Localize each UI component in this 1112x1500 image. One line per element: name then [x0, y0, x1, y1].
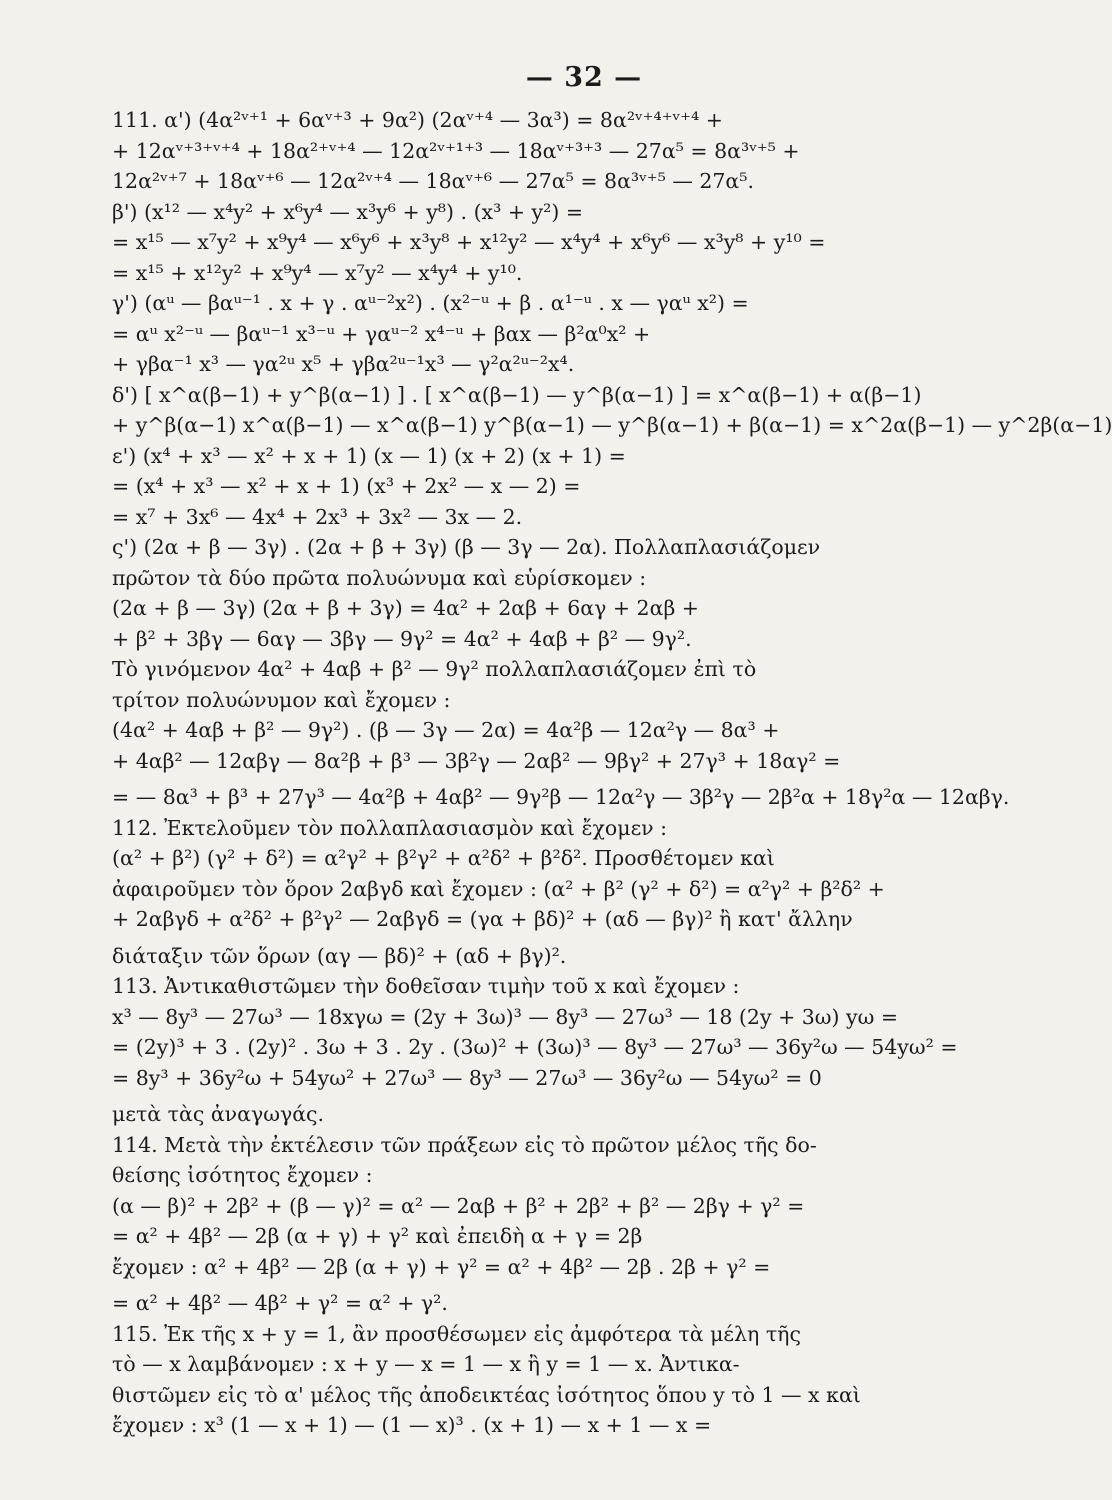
text-line: διάταξιν τῶν ὅρων (αγ — βδ)² + (αδ + βγ)². [112, 943, 567, 968]
text-line: Τὸ γινόμενον 4α² + 4αβ + β² — 9γ² πολλαπλασιάζομεν ἐπὶ τὸ [112, 657, 757, 681]
text-line: (α — β)² + 2β² + (β — γ)² = α² — 2αβ + β² + 2β² + β² — 2βγ + γ² = [112, 1193, 805, 1218]
text-line: = (x⁴ + x³ — x² + x + 1) (x³ + 2x² — x — 2) = [112, 474, 581, 498]
text-line: γ') (αᵘ — βαᵘ⁻¹ . x + γ . αᵘ⁻²x²) . (x²⁻ᵘ + β . α¹⁻ᵘ . x — γαᵘ x²) = [112, 291, 749, 315]
text-line: ἔχομεν : x³ (1 — x + 1) — (1 — x)³ . (x + 1) — x + 1 — x = [112, 1413, 712, 1437]
text-line: (4α² + 4αβ + β² — 9γ²) . (β — 3γ — 2α) = 4α²β — 12α²γ — 8α³ + [112, 718, 780, 742]
text-line: τὸ — x λαμβάνομεν : x + y — x = 1 — x ἢ y = 1 — x. Ἀντικα- [112, 1352, 740, 1376]
text-line: ἔχομεν : α² + 4β² — 2β (α + γ) + γ² = α² + 4β² — 2β . 2β + γ² = [112, 1254, 771, 1279]
text-line: x³ — 8y³ — 27ω³ — 18xγω = (2y + 3ω)³ — 8y³ — 27ω³ — 18 (2y + 3ω) yω = [112, 1004, 899, 1029]
text-line: 114. Μετὰ τὴν ἐκτέλεσιν τῶν πράξεων εἰς τὸ πρῶτον μέλος τῆς δο- [112, 1132, 817, 1157]
text-line: μετὰ τὰς ἀναγωγάς. [112, 1102, 325, 1126]
text-line: + 2αβγδ + α²δ² + β²γ² — 2αβγδ = (γα + βδ)² + (αδ — βγ)² ἢ κατ' ἄλλην [112, 907, 853, 931]
page-text [112, 105, 1112, 1441]
text-line: 111. α') (4α²ᵛ⁺¹ + 6αᵛ⁺³ + 9α²) (2αᵛ⁺⁴ — 3α³) = 8α²ᵛ⁺⁴⁺ᵛ⁺⁴ + [112, 108, 723, 132]
text-line: = α² + 4β² — 2β (α + γ) + γ² καὶ ἐπειδὴ α + γ = 2β [112, 1224, 643, 1248]
text-line: (α² + β²) (γ² + δ²) = α²γ² + β²γ² + α²δ² + β²δ². Προσθέτομεν καὶ [112, 846, 775, 870]
text-line: θιστῶμεν εἰς τὸ α' μέλος τῆς ἀποδεικτέας ἰσότητος ὅπου y τὸ 1 — x καὶ [112, 1382, 861, 1407]
text-line: 115. Ἐκ τῆς x + y = 1, ἂν προσθέσωμεν εἰς ἀμφότερα τὰ μέλη τῆς [112, 1321, 801, 1346]
text-line: θείσης ἰσότητος ἔχομεν : [112, 1163, 373, 1187]
text-line: + y^β(α−1) x^α(β−1) — x^α(β−1) y^β(α−1) — y^β(α−1) + β(α−1) = x^2α(β−1) — y^2β(α−1) [112, 413, 1112, 437]
text-line: = x¹⁵ — x⁷y² + x⁹y⁴ — x⁶y⁶ + x³y⁸ + x¹²y² — x⁴y⁴ + x⁶y⁶ — x³y⁸ + y¹⁰ = [112, 230, 826, 254]
text-line: τρίτον πολυώνυμον καὶ ἔχομεν : [112, 687, 451, 712]
text-line: ἀφαιροῦμεν τὸν ὅρον 2αβγδ καὶ ἔχομεν : (α² + β² (γ² + δ²) = α²γ² + β²δ² + [112, 876, 885, 901]
text-line: β') (x¹² — x⁴y² + x⁶y⁴ — x³y⁶ + y⁸) . (x³ + y²) = [112, 199, 584, 224]
text-line: + 12αᵛ⁺³⁺ᵛ⁺⁴ + 18α²⁺ᵛ⁺⁴ — 12α²ᵛ⁺¹⁺³ — 18αᵛ⁺³⁺³ — 27α⁵ = 8α³ᵛ⁺⁵ + [112, 138, 800, 163]
page-number: — 32 — [525, 62, 643, 93]
text-line: 112. Ἐκτελοῦμεν τὸν πολλαπλασιασμὸν καὶ ἔχομεν : [112, 815, 668, 840]
text-line: = — 8α³ + β³ + 27γ³ — 4α²β + 4αβ² — 9γ²β — 12α²γ — 3β²γ — 2β²α + 18γ²α — 12αβγ. [112, 785, 1010, 809]
text-line: (2α + β — 3γ) (2α + β + 3γ) = 4α² + 2αβ + 6αγ + 2αβ + [112, 596, 699, 620]
text-line: = α² + 4β² — 4β² + γ² = α² + γ². [112, 1291, 448, 1315]
text-line: + β² + 3βγ — 6αγ — 3βγ — 9γ² = 4α² + 4αβ + β² — 9γ². [112, 626, 692, 651]
text-line: = 8y³ + 36y²ω + 54yω² + 27ω³ — 8y³ — 27ω³ — 36y²ω — 54yω² = 0 [112, 1065, 822, 1090]
text-line: = x¹⁵ + x¹²y² + x⁹y⁴ — x⁷y² — x⁴y⁴ + y¹⁰. [112, 260, 523, 285]
text-line: 12α²ᵛ⁺⁷ + 18αᵛ⁺⁶ — 12α²ᵛ⁺⁴ — 18αᵛ⁺⁶ — 27α⁵ = 8α³ᵛ⁺⁵ — 27α⁵. [112, 169, 754, 193]
text-line: ε') (x⁴ + x³ — x² + x + 1) (x — 1) (x + 2) (x + 1) = [112, 443, 626, 468]
text-line: = αᵘ x²⁻ᵘ — βαᵘ⁻¹ x³⁻ᵘ + γαᵘ⁻² x⁴⁻ᵘ + βαx — β²α⁰x² + [112, 321, 651, 346]
text-line: + γβα⁻¹ x³ — γα²ᵘ x⁵ + γβα²ᵘ⁻¹x³ — γ²α²ᵘ⁻²x⁴. [112, 352, 575, 376]
text-line: + 4αβ² — 12αβγ — 8α²β + β³ — 3β²γ — 2αβ² — 9βγ² + 27γ³ + 18αγ² = [112, 748, 841, 773]
text-line: δ') [ x^α(β−1) + y^β(α−1) ] . [ x^α(β−1) — y^β(α−1) ] = x^α(β−1) + α(β−1) [112, 382, 922, 407]
text-line: ς') (2α + β — 3γ) . (2α + β + 3γ) (β — 3γ — 2α). Πολλαπλασιάζομεν [112, 535, 821, 559]
text-line: πρῶτον τὰ δύο πρῶτα πολυώνυμα καὶ εὑρίσκομεν : [112, 565, 647, 590]
text-line: 113. Ἀντικαθιστῶμεν τὴν δοθεῖσαν τιμὴν τοῦ x καὶ ἔχομεν : [112, 974, 740, 998]
text-line: = (2y)³ + 3 . (2y)² . 3ω + 3 . 2y . (3ω)² + (3ω)³ — 8y³ — 27ω³ — 36y²ω — 54yω² = [112, 1035, 958, 1059]
text-line: = x⁷ + 3x⁶ — 4x⁴ + 2x³ + 3x² — 3x — 2. [112, 504, 523, 529]
